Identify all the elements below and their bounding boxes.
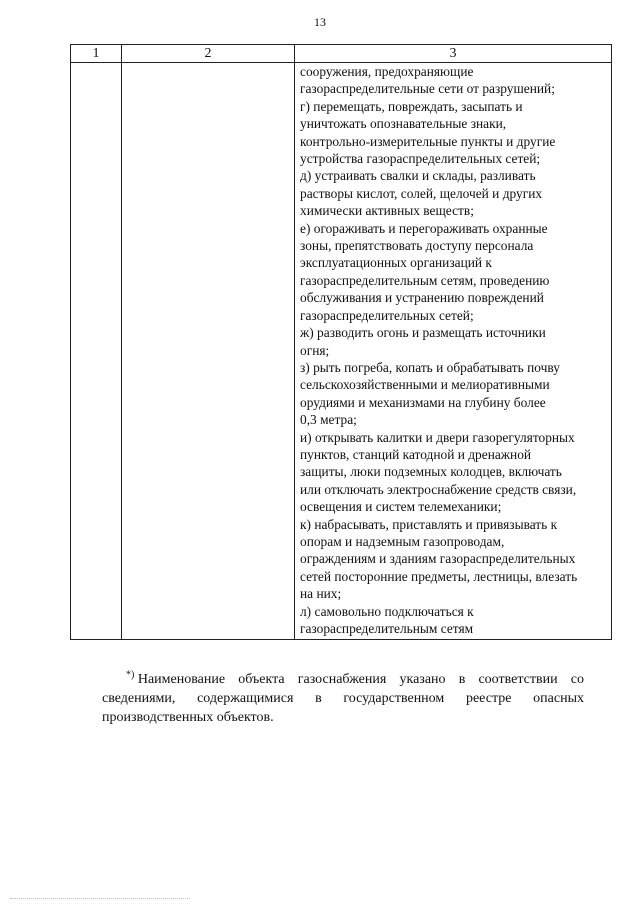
text-line: зоны, препятствовать доступу персонала (300, 238, 534, 254)
text-line: газораспределительным сетям, проведению (300, 272, 550, 288)
text-line: устройства газораспределительных сетей; (300, 151, 541, 167)
footnote-word: объекта (238, 672, 285, 687)
cell-col-2 (122, 63, 295, 640)
text-line: обслуживания и устранению повреждений (300, 290, 544, 306)
table-row (71, 63, 612, 640)
text-line: газораспределительные сети от разрушений; (300, 81, 555, 97)
text-line: пунктов, станций катодной и дренажной (300, 446, 532, 462)
text-line: д) устраивать свалки и склады, разливать (300, 168, 536, 184)
footnote-word: государственном (343, 691, 445, 706)
footnote-word: указано (399, 672, 446, 687)
text-line: или отключать электроснабжение средств связи, (300, 481, 577, 497)
footnote-word: сведениями, (102, 691, 176, 706)
footnote-word: со (570, 672, 584, 687)
text-line: ж) разводить огонь и размещать источники (300, 325, 546, 341)
cell-col-3 (295, 63, 612, 640)
footnote-line-2 (102, 689, 584, 708)
text-line: опорам и надземным газопроводам, (300, 533, 505, 549)
footnote-marker: *) (126, 669, 135, 681)
footnote-line-1 (102, 670, 584, 689)
footnote-word: в (458, 672, 466, 687)
text-line: контрольно-измерительные пункты и другие (300, 133, 556, 149)
text-line: г) перемещать, повреждать, засыпать и (300, 98, 523, 114)
footnote-word-text: Наименование (134, 672, 226, 687)
text-line: газораспределительных сетей; (300, 307, 474, 323)
footnote-line-3: производственных объектов. (102, 710, 274, 725)
header-col-1: 1 (71, 45, 122, 63)
scan-artifact-line (10, 898, 190, 902)
text-line: е) огораживать и перегораживать охранные (300, 220, 548, 236)
footnote-word (126, 670, 225, 689)
footnote-word: в (315, 691, 322, 706)
header-col-2: 2 (122, 45, 295, 63)
document-table (70, 44, 612, 640)
footnote-word: опасных (533, 691, 584, 706)
text-line: освещения и систем телемеханики; (300, 499, 502, 515)
footnote-word: реестре (465, 691, 512, 706)
text-line: уничтожать опознавательные знаки, (300, 116, 507, 132)
text-line: газораспределительным сетям (300, 621, 474, 636)
cell-col-1 (71, 63, 122, 640)
text-line: орудиями и механизмами на глубину более (300, 394, 546, 410)
text-line: к) набрасывать, приставлять и привязывать к (300, 516, 558, 532)
footnote-word: соответствии (478, 672, 558, 687)
text-line: химически активных веществ; (300, 203, 474, 219)
text-line: защиты, люки подземных колодцев, включать (300, 464, 562, 480)
text-line: ограждениям и зданиям газораспределительных (300, 551, 576, 567)
text-line: эксплуатационных организаций к (300, 255, 492, 271)
footnote (102, 670, 584, 727)
text-line: з) рыть погреба, копать и обрабатывать почву (300, 359, 560, 375)
header-col-3: 3 (295, 45, 612, 63)
footnote-word: содержащимися (197, 691, 294, 706)
text-line: на них; (300, 586, 342, 602)
footnote-word: газоснабжения (297, 672, 387, 687)
prohibitions-text (295, 63, 611, 637)
text-line: растворы кислот, солей, щелочей и других (300, 185, 543, 201)
text-line: огня; (300, 342, 330, 358)
text-line: сельскохозяйственными и мелиоративными (300, 377, 550, 393)
text-line: сооружения, предохраняющие (300, 64, 474, 79)
text-line: и) открывать калитки и двери газорегуляторных (300, 429, 575, 445)
text-line: л) самовольно подключаться к (300, 603, 474, 619)
text-line: сетей посторонние предметы, лестницы, влезать (300, 568, 578, 584)
page-number: 13 (314, 15, 326, 29)
text-line: 0,3 метра; (300, 412, 357, 428)
table-header-row (71, 45, 612, 63)
